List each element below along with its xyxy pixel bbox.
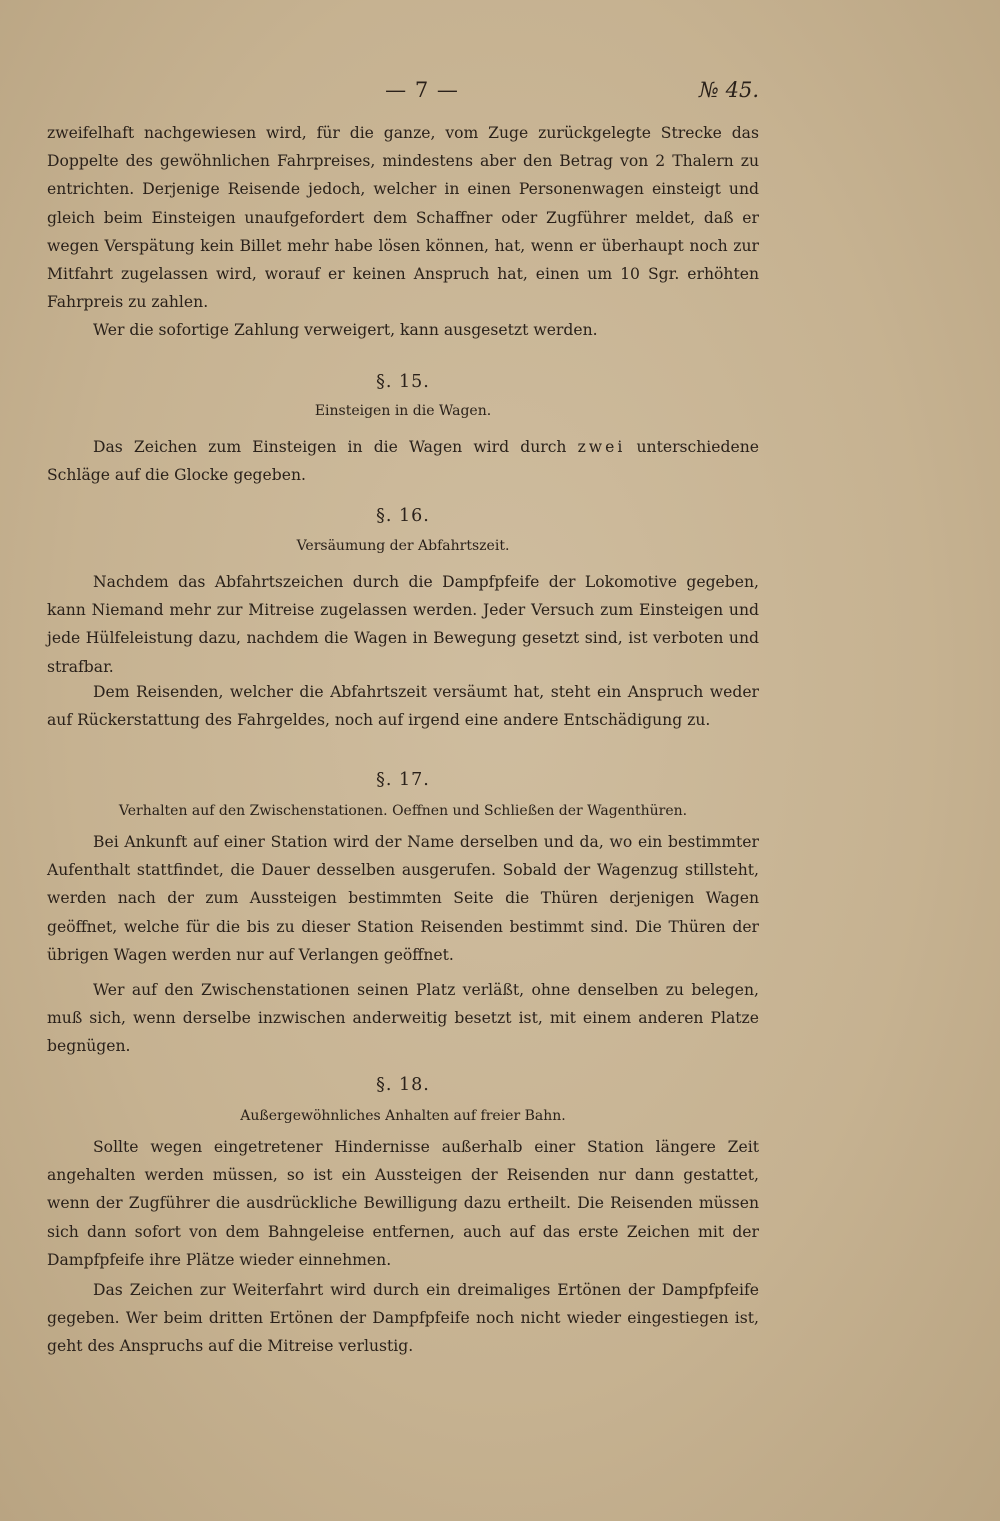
section-17-number: §. 17. [376,770,430,790]
paragraph-continuation: zweifelhaft nachgewiesen wird, für die ganze, vom Zuge zurückgelegte Strecke das Doppelte des gewöhnlichen Fahrpreises, mindestens aber den Betrag von 2 Thalern zu entrichten. Derjenige Reisende jedoch, welcher in einen Personenwagen einsteigt und gleich beim Einsteigen unaufgefordert dem Schaffner oder Zugführer meldet, daß er wegen Verspätung kein Billet mehr habe lösen können, hat, wenn er überhaupt noch zur Mitfahrt zugelassen wird, worauf er keinen Anspruch hat, einen um 10 Sgr. erhöhten Fahrpreis zu zahlen. [47,124,759,312]
section-16-heading: Versäumung der Abfahrtszeit. [296,538,510,554]
section-18-heading: Außergewöhnliches Anhalten auf freier Bahn. [240,1108,566,1124]
section-16-number: §. 16. [376,506,430,526]
section-18-number: §. 18. [376,1075,430,1095]
section-15-number: §. 15. [376,372,430,392]
section-15-emphasis: zwei [577,438,626,456]
section-18-paragraph-2: Das Zeichen zur Weiterfahrt wird durch ein dreimaliges Ertönen der Dampfpfeife gegeben. Wer beim dritten Ertönen der Dampfpfeife noch nicht wieder eingestiegen ist, geht des Anspruchs auf die Mitreise verlustig. [47,1281,759,1356]
document-page [47,0,759,1521]
section-15-heading: Einsteigen in die Wagen. [314,403,492,419]
section-16-paragraph-1: Nachdem das Abfahrtszeichen durch die Dampfpfeife der Lokomotive gegeben, kann Niemand mehr zur Mitreise zugelassen werden. Jeder Versuch zum Einsteigen und jede Hülfeleistung dazu, nachdem die Wagen in Bewegung gesetzt sind, ist verboten und strafbar. [47,573,759,676]
section-18-paragraph-1: Sollte wegen eingetretener Hindernisse außerhalb einer Station längere Zeit angehalten werden müssen, so ist ein Aussteigen der Reisenden nur dann gestattet, wenn der Zugführer die ausdrückliche Bewilligung dazu ertheilt. Die Reisenden müssen sich dann sofort von dem Bahngeleise entfernen, auch auf das erste Zeichen mit der Dampfpfeife ihre Plätze wieder einnehmen. [47,1138,759,1269]
page-number: — 7 — [385,78,459,102]
section-15-text-c: unterschiedene Schläge auf die Glocke gegeben. [47,438,759,485]
section-15-paragraph [47,433,759,489]
section-17-paragraph-2: Wer auf den Zwischenstationen seinen Platz verläßt, ohne denselben zu belegen, muß sich, wenn derselbe inzwischen anderweitig besetzt ist, mit einem anderen Platze begnügen. [47,981,759,1056]
paragraph-payment-refusal: Wer die sofortige Zahlung verweigert, kann ausgesetzt werden. [93,321,598,339]
section-15-text-a: Das Zeichen zum Einsteigen in die Wagen wird durch [93,438,578,456]
section-16-paragraph-2: Dem Reisenden, welcher die Abfahrtszeit versäumt hat, steht ein Anspruch weder auf Rückerstattung des Fahrgeldes, noch auf irgend eine andere Entschädigung zu. [47,683,759,730]
journal-number: № 45. [699,78,759,102]
section-17-heading: Verhalten auf den Zwischenstationen. Oeffnen und Schließen der Wagenthüren. [118,803,688,819]
section-17-paragraph-1: Bei Ankunft auf einer Station wird der Name derselben und da, wo ein bestimmter Aufenthalt stattfindet, die Dauer desselben ausgerufen. Sobald der Wagenzug stillsteht, werden nach der zum Aussteigen bestimmten Seite die Thüren derjenigen Wagen geöffnet, welche für die bis zu dieser Station Reisenden bestimmt sind. Die Thüren der übrigen Wagen werden nur auf Verlangen geöffnet. [47,833,759,964]
page-header [47,78,759,108]
